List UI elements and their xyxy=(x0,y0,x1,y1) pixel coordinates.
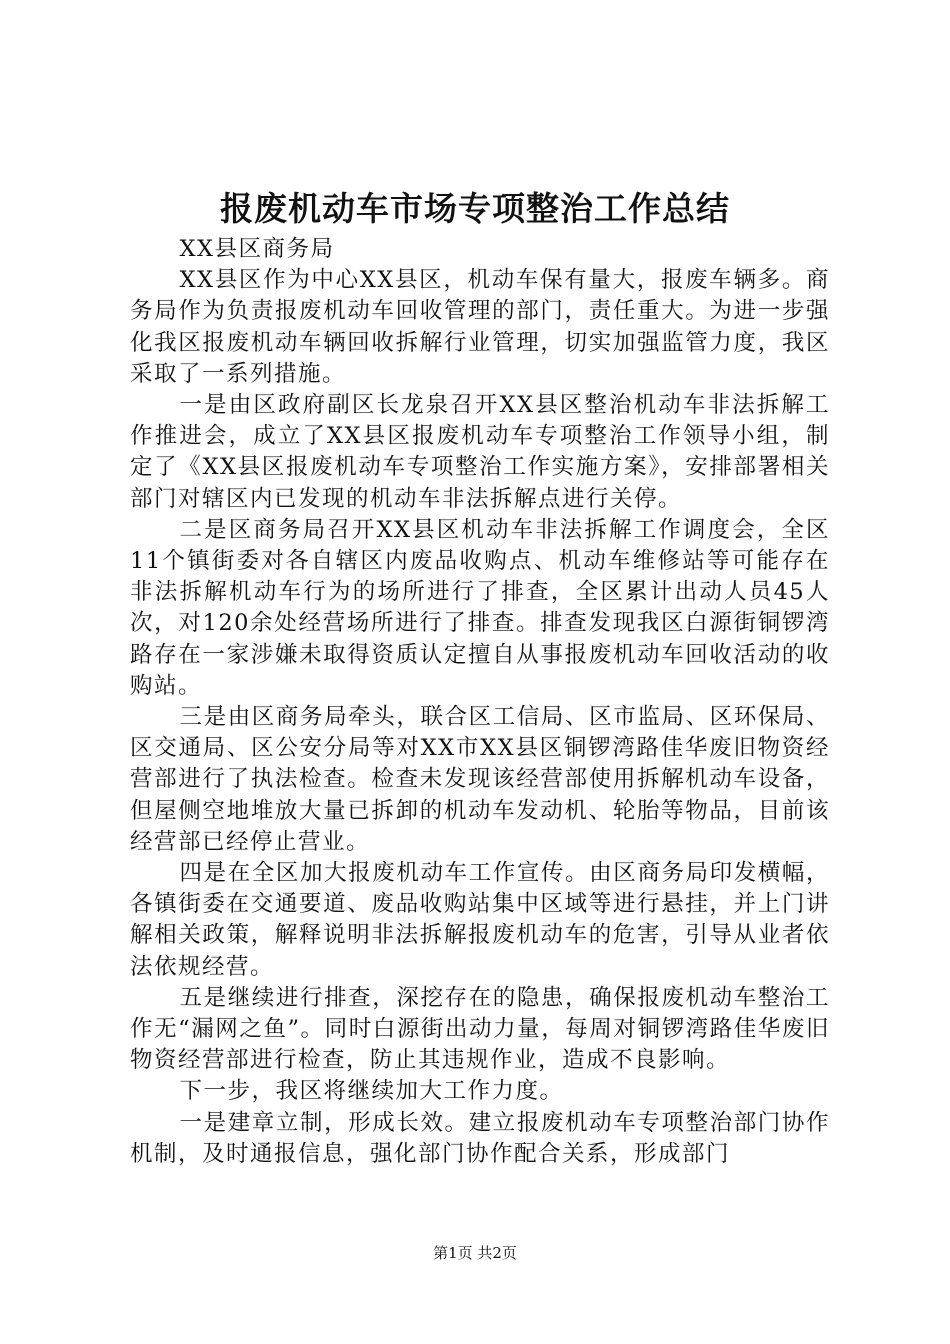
paragraph-measure-2: 二是区商务局召开XX县区机动车非法拆解工作调度会，全区11个镇街委对各自辖区内废品收购点、机动车维修站等可能存在非法拆解机动车行为的场所进行了排查，全区累计出动人员45人次，对120余处经营场所进行了排查。排查发现我区白源街铜锣湾路存在一家涉嫌未取得资质认定擅自从事报废机动车回收活动的收购站。 xyxy=(130,516,830,699)
document-title: 报废机动车市场专项整治工作总结 xyxy=(220,189,730,228)
paragraph-next-step: 下一步，我区将继续加大工作力度。 xyxy=(179,1078,564,1105)
paragraph-intro: XX县区作为中心XX县区，机动车保有量大，报废车辆多。商务局作为负责报废机动车回收管理的部门，责任重大。为进一步强化我区报废机动车辆回收拆解行业管理，切实加强监管力度，我区采取了一系列措施。 xyxy=(130,267,830,387)
paragraph-measure-4: 四是在全区加大报废机动车工作宣传。由区商务局印发横幅，各镇街委在交通要道、废品收购站集中区域等进行悬挂，并上门讲解相关政策，解释说明非法拆解报废机动车的危害，引导从业者依法依规经营。 xyxy=(130,860,830,980)
paragraph-measure-1: 一是由区政府副区长龙泉召开XX县区整治机动车非法拆解工作推进会，成立了XX县区报废机动车专项整治工作领导小组，制定了《XX县区报废机动车专项整治工作实施方案》，安排部署相关部门对辖区内已发现的机动车非法拆解点进行关停。 xyxy=(130,392,830,512)
paragraph-plan-1: 一是建章立制，形成长效。建立报废机动车专项整治部门协作机制，及时通报信息，强化部门协作配合关系，形成部门 xyxy=(130,1109,830,1167)
document-body xyxy=(130,234,830,1170)
page-footer: 第1页 共2页 xyxy=(433,1244,517,1262)
author-line: XX县区商务局 xyxy=(179,236,335,262)
paragraph-measure-3: 三是由区商务局牵头，联合区工信局、区市监局、区环保局、区交通局、区公安分局等对XX市XX县区铜锣湾路佳华废旧物资经营部进行了执法检查。检查未发现该经营部使用拆解机动车设备，但屋侧空地堆放大量已拆卸的机动车发动机、轮胎等物品，目前该经营部已经停止营业。 xyxy=(130,704,830,855)
paragraph-measure-5: 五是继续进行排查，深挖存在的隐患，确保报废机动车整治工作无“漏网之鱼”。同时白源街出动力量，每周对铜锣湾路佳华废旧物资经营部进行检查，防止其违规作业，造成不良影响。 xyxy=(130,984,830,1074)
